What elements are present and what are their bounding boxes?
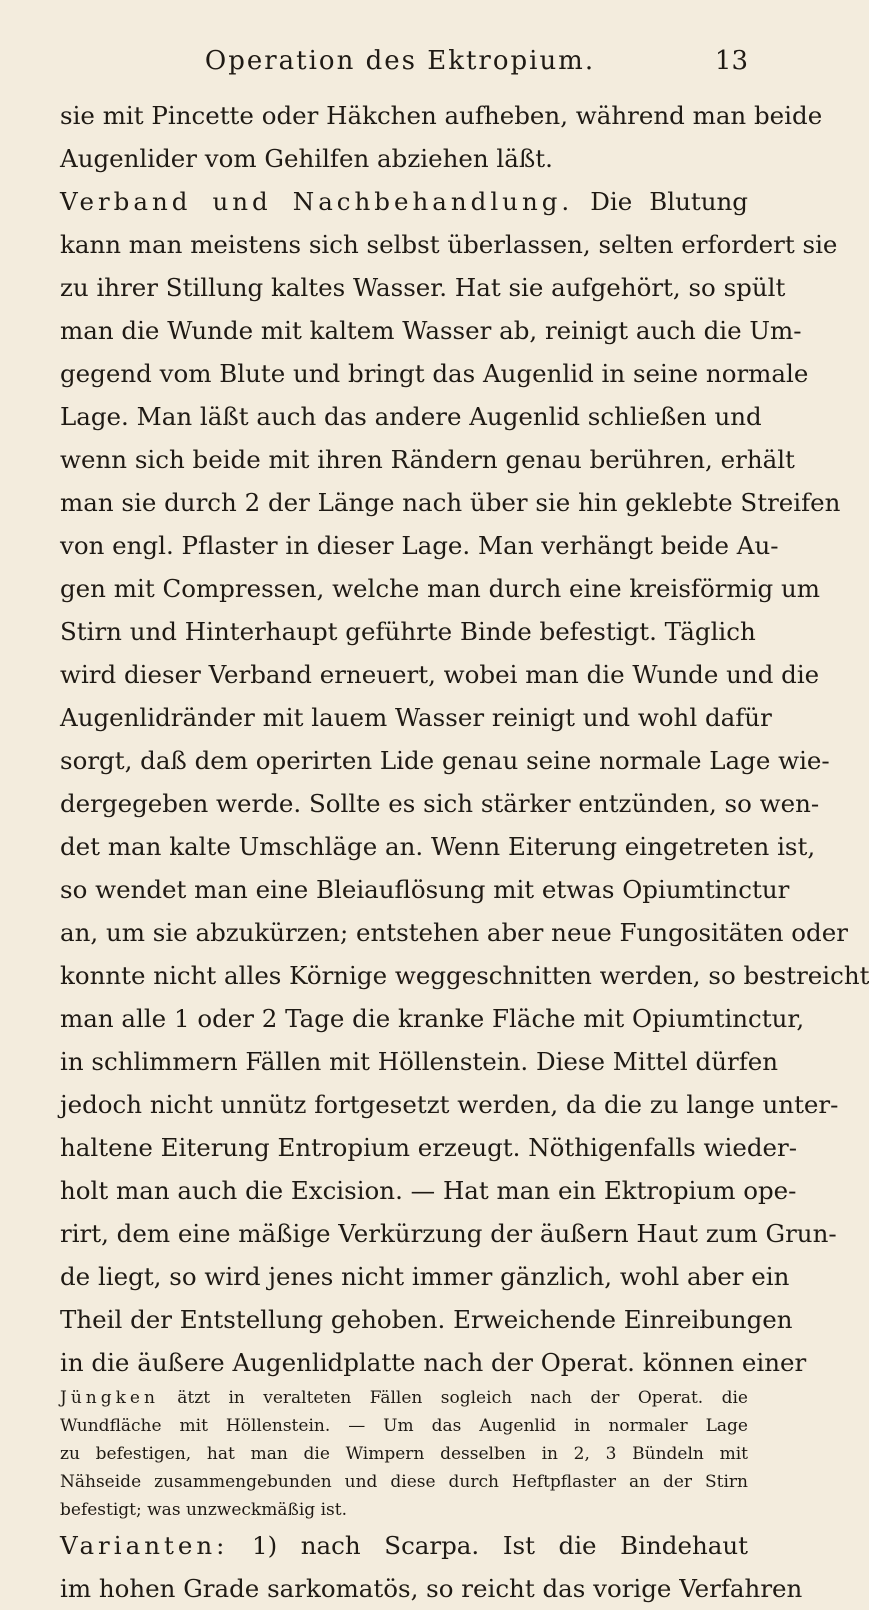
section-first-line (60, 180, 748, 223)
text-line: man die Wunde mit kaltem Wasser ab, reinigt auch die Um- (60, 316, 802, 345)
text-line: kann man meistens sich selbst überlassen, selten erfordert sie (60, 230, 838, 259)
section-heading-varianten: Varianten: (60, 1531, 229, 1560)
running-title: Operation des Ektropium. (204, 46, 596, 76)
note-heading-juengken: Jüngken (60, 1388, 159, 1408)
note-line: Nähseide zusammengebunden und diese durch Heftpflaster an der Stirn (60, 1472, 748, 1492)
text-line: so wendet man eine Bleiauflösung mit etwas Opiumtinctur (60, 875, 790, 904)
page-header (0, 46, 800, 80)
text-line: sorgt, daß dem operirten Lide genau seine normale Lage wie- (60, 746, 830, 775)
text-line: holt man auch die Excision. — Hat man ein Ektropium ope- (60, 1176, 797, 1205)
text-fragment: ätzt in veralteten Fällen sogleich nach der Operat. die (158, 1388, 748, 1408)
text-line: von engl. Pflaster in dieser Lage. Man verhängt beide Au- (60, 531, 779, 560)
text-line: rirt, dem eine mäßige Verkürzung der äußern Haut zum Grun- (60, 1219, 837, 1248)
text-line: man sie durch 2 der Länge nach über sie hin geklebte Streifen (60, 488, 841, 517)
text-line: an, um sie abzukürzen; entstehen aber neue Fungositäten oder (60, 918, 848, 947)
text-line: in schlimmern Fällen mit Höllenstein. Diese Mittel dürfen (60, 1047, 779, 1076)
text-line: gegend vom Blute und bringt das Augenlid in seine normale (60, 359, 809, 388)
text-line: zu ihrer Stillung kaltes Wasser. Hat sie aufgehört, so spült (60, 273, 786, 302)
note-line: befestigt; was unzweckmäßig ist. (60, 1500, 347, 1520)
text-line: de liegt, so wird jenes nicht immer gänzlich, wohl aber ein (60, 1262, 790, 1291)
note-line: zu befestigen, hat man die Wimpern desselben in 2, 3 Bündeln mit (60, 1444, 748, 1464)
text-line: sie mit Pincette oder Häkchen aufheben, während man beide (60, 101, 823, 130)
text-line: wenn sich beide mit ihren Rändern genau berühren, erhält (60, 445, 795, 474)
text-line: Lage. Man läßt auch das andere Augenlid schließen und (60, 402, 762, 431)
note-first-line (60, 1384, 748, 1412)
text-fragment: 1) nach Scarpa. Ist die Bindehaut (228, 1531, 748, 1560)
text-line: Theil der Entstellung gehoben. Erweichende Einreibungen (60, 1305, 793, 1334)
text-line: Stirn und Hinterhaupt geführte Binde befestigt. Täglich (60, 617, 756, 646)
text-line: man alle 1 oder 2 Tage die kranke Fläche mit Opiumtinctur, (60, 1004, 805, 1033)
body-text (60, 94, 869, 1610)
text-line: jedoch nicht unnütz fortgesetzt werden, da die zu lange unter- (60, 1090, 839, 1119)
text-line: wird dieser Verband erneuert, wobei man die Wunde und die (60, 660, 820, 689)
section-heading-verband: Verband und Nachbehandlung. (60, 187, 574, 216)
text-line: dergegeben werde. Sollte es sich stärker entzünden, so wen- (60, 789, 820, 818)
text-line: konnte nicht alles Körnige weggeschnitten werden, so bestreicht (60, 961, 869, 990)
section-first-line (60, 1524, 748, 1567)
page-number: 13 (714, 46, 748, 76)
text-line: in die äußere Augenlidplatte nach der Operat. können einer (60, 1348, 807, 1377)
text-line: Augenlidränder mit lauem Wasser reinigt und wohl dafür (60, 703, 772, 732)
note-line: Wundfläche mit Höllenstein. — Um das Augenlid in normaler Lage (60, 1416, 748, 1436)
text-fragment: Die Blutung (573, 187, 748, 216)
text-line: gen mit Compressen, welche man durch eine kreisförmig um (60, 574, 820, 603)
text-line: haltene Eiterung Entropium erzeugt. Nöthigenfalls wieder- (60, 1133, 798, 1162)
text-line: im hohen Grade sarkomatös, so reicht das vorige Verfahren (60, 1574, 803, 1603)
text-line: det man kalte Umschläge an. Wenn Eiterung eingetreten ist, (60, 832, 816, 861)
text-line: Augenlider vom Gehilfen abziehen läßt. (60, 144, 553, 173)
